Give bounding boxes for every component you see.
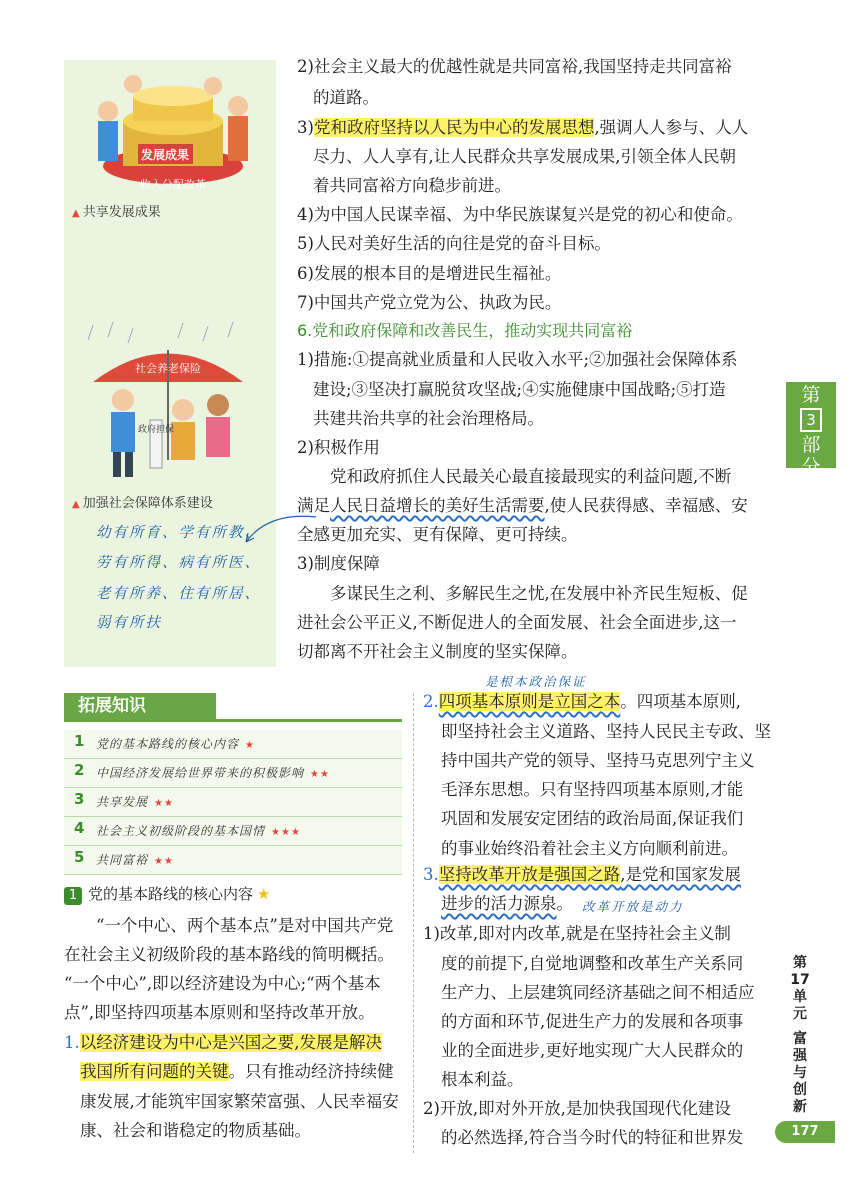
text-line: 6)发展的根本目的是增进民生福祉。 xyxy=(297,264,562,283)
star-icon: ★ xyxy=(245,740,255,751)
item-text: 党的基本路线的核心内容 xyxy=(96,737,240,751)
section-heading xyxy=(64,883,270,905)
text-line: 康、社会和谐稳定的物质基础。 xyxy=(80,1121,311,1140)
unit-tab-char: 与 xyxy=(793,1065,807,1081)
item-label xyxy=(96,851,174,868)
text-line: 康发展,才能筑牢国家繁荣富强、人民幸福安 xyxy=(80,1092,399,1111)
text-line: 生产力、上层建筑同经济基础之间不相适应 xyxy=(441,983,755,1002)
item-number: 3 xyxy=(74,790,85,808)
guarantee-sign-text: 政府担保 xyxy=(137,425,175,435)
text-line: 的方面和环节,促进生产力的发展和各项事 xyxy=(441,1012,744,1031)
item-text: 中国经济发展给世界带来的积极影响 xyxy=(96,766,305,780)
text-line: 根本利益。 xyxy=(441,1070,524,1089)
text-line: 2)开放,即对外开放,是加快我国现代化建设 xyxy=(423,1099,731,1118)
item-label xyxy=(96,822,301,839)
unit-tab-char: 单 xyxy=(793,989,807,1005)
text-span: ,使人民获得感、幸福感、安 xyxy=(544,496,748,515)
star-icon: ★★ xyxy=(154,798,174,809)
text-line: 共建共治共享的社会治理格局。 xyxy=(313,409,544,428)
banner-label: 收入分配改革 xyxy=(140,178,206,191)
text-line: 进社会公平正义,不断促进人的全面发展、社会全面进步,这一 xyxy=(297,613,737,632)
text-line xyxy=(423,861,741,889)
text-span: 。 xyxy=(556,894,573,913)
text-line: 持中国共产党的领导、坚持马克思列宁主义 xyxy=(441,751,755,770)
text-span: 1. xyxy=(64,1033,80,1052)
section-title-6: 6.党和政府保障和改善民生，推动实现共同富裕 xyxy=(297,321,633,340)
text-line: 毛泽东思想。只有坚持四项基本原则,才能 xyxy=(441,780,744,799)
extension-title: 拓展知识 xyxy=(64,693,216,719)
text-line: 的道路。 xyxy=(313,88,379,107)
part-tab-bot: 分 xyxy=(801,456,821,478)
unit-tab-char: 元 xyxy=(793,1006,807,1022)
social-security-illustration xyxy=(88,320,248,485)
text-line: 点”,即坚持四项基本原则和坚持改革开放。 xyxy=(64,1003,375,1022)
text-line: 业的全面进步,更好地实现广大人民群众的 xyxy=(441,1041,744,1060)
umbrella-label: 社会养老保险 xyxy=(135,362,201,375)
text-line: 1)措施:①提高就业质量和人民收入水平;②加强社会保障体系 xyxy=(297,350,738,369)
item-number: 2 xyxy=(74,761,85,779)
handwritten-note-line-2: 劳有所得、病有所医、 xyxy=(96,555,261,571)
text-span: ,强调人人参与、人人 xyxy=(594,118,749,137)
text-line: 2)积极作用 xyxy=(297,438,380,457)
extension-list xyxy=(64,730,402,875)
text-line xyxy=(297,492,748,520)
page-number: 177 xyxy=(775,1121,835,1143)
text-line: 2)社会主义最大的优越性就是共同富裕,我国坚持走共同富裕 xyxy=(297,57,732,76)
text-line: 全感更加充实、更有保障、更可持续。 xyxy=(297,525,578,544)
underlined-text: 人民日益增长的美好生活需要 xyxy=(330,496,545,515)
item-label xyxy=(96,764,330,781)
guarantee-sign xyxy=(138,423,174,435)
text-line: 度的前提下,自觉地调整和改革生产关系同 xyxy=(441,954,744,973)
handwritten-note-line-4: 弱有所扶 xyxy=(96,615,162,631)
text-line: 切都离不开社会主义制度的坚实保障。 xyxy=(297,642,578,661)
text-line: 多谋民生之利、多解民生之忧,在发展中补齐民生短板、促 xyxy=(330,584,748,603)
item-number: 5 xyxy=(74,848,85,866)
text-line: 7)中国共产党立党为公、执政为民。 xyxy=(297,293,562,312)
underlined-text: ,是党和国家发展 xyxy=(620,865,741,884)
list-item xyxy=(64,788,402,817)
cake-label: 发展成果 xyxy=(140,148,190,162)
item-text: 社会主义初级阶段的基本国情 xyxy=(96,824,266,838)
item-number: 4 xyxy=(74,819,85,837)
unit-tab-char: 新 xyxy=(793,1099,807,1115)
item-number: 1 xyxy=(74,732,85,750)
star-icon: ★★ xyxy=(310,769,330,780)
part-tab-mid: 部 xyxy=(801,434,821,456)
text-span: 满足 xyxy=(297,496,330,515)
highlighted-text: 四项基本原则是立国之本 xyxy=(438,692,621,711)
list-item xyxy=(64,730,402,759)
text-line: 4)为中国人民谋幸福、为中华民族谋复兴是党的初心和使命。 xyxy=(297,205,743,224)
text-line: 尽力、人人享有,让人民群众共享发展成果,引领全体人民朝 xyxy=(313,147,736,166)
highlighted-text: 坚持改革开放是强国之路 xyxy=(438,865,621,884)
unit-tab-char: 第 xyxy=(793,955,807,971)
text-line: 的事业始终沿着社会主义方向顺利前进。 xyxy=(441,839,738,858)
shared-achievements-illustration xyxy=(88,66,258,196)
handwritten-note: 是根本政治保证 xyxy=(485,674,587,689)
unit-tab-spacer xyxy=(785,1023,815,1031)
unit-tab-char: 强 xyxy=(793,1048,807,1064)
text-span: 。只有推动经济持续健 xyxy=(228,1062,394,1081)
text-line: 着共同富裕方向稳步前进。 xyxy=(313,176,511,195)
section-badge: 1 xyxy=(64,887,82,905)
text-span: 3) xyxy=(297,118,314,137)
unit-tab xyxy=(785,955,815,1116)
column-divider xyxy=(413,693,414,1153)
unit-tab-char: 富 xyxy=(793,1031,807,1047)
text-line: 3)制度保障 xyxy=(297,554,380,573)
extension-header xyxy=(64,693,402,719)
highlighted-text: 我国所有问题的关键 xyxy=(80,1062,229,1081)
star-icon: ★★★ xyxy=(271,827,301,838)
text-line: 5)人民对美好生活的向往是党的奋斗目标。 xyxy=(297,234,611,253)
text-line xyxy=(80,1058,394,1086)
star-icon: ★ xyxy=(257,885,271,903)
part-tab xyxy=(786,382,836,478)
item-text: 共享发展 xyxy=(96,795,149,809)
text-line: 的必然选择,符合当今时代的特征和世界发 xyxy=(441,1128,744,1147)
text-line: 巩固和发展安定团结的政治局面,保证我们 xyxy=(441,809,744,828)
underlined-text: 进步的活力源泉 xyxy=(441,894,557,913)
item-label xyxy=(96,793,174,810)
list-item xyxy=(64,817,402,846)
caption-shared-achievements: ▲ 共享发展成果 xyxy=(72,201,161,220)
item-label xyxy=(96,735,255,752)
text-span: 2. xyxy=(423,692,439,711)
handwritten-note-line-3: 老有所养、住有所居、 xyxy=(96,586,261,602)
handwritten-note: 改革开放是动力 xyxy=(582,899,684,914)
list-item xyxy=(64,846,402,875)
text-line: 建设;③坚决打赢脱贫攻坚战;④实施健康中国战略;⑤打造 xyxy=(313,380,726,399)
text-line xyxy=(64,1029,382,1057)
text-span: 3. xyxy=(423,865,439,884)
text-line xyxy=(423,688,741,716)
text-line xyxy=(441,890,573,918)
item-text: 共同富裕 xyxy=(96,853,149,867)
text-line: 党和政府抓住人民最关心最直接最现实的利益问题,不断 xyxy=(330,467,732,486)
unit-tab-char: 17 xyxy=(790,972,810,988)
extension-rule xyxy=(64,719,402,722)
part-tab-number: 3 xyxy=(800,408,822,432)
text-line: 1)改革,即对内改革,就是在坚持社会主义制 xyxy=(423,924,731,943)
highlighted-text: 以经济建设为中心是兴国之要,发展是解决 xyxy=(79,1033,382,1052)
text-line: “一个中心”,即以经济建设为中心;“两个基本 xyxy=(64,974,381,993)
unit-tab-char: 创 xyxy=(793,1082,807,1098)
part-tab-top: 第 xyxy=(801,384,821,406)
text-line xyxy=(297,114,748,142)
text-line: 在社会主义初级阶段的基本路线的简明概括。 xyxy=(64,945,394,964)
list-item xyxy=(64,759,402,788)
highlighted-text: 党和政府坚持以人民为中心的发展思想 xyxy=(313,118,595,137)
text-line: “一个中心、两个基本点”是对中国共产党 xyxy=(96,916,394,935)
text-line: 即坚持社会主义道路、坚持人民民主专政、坚 xyxy=(441,722,771,741)
text-span: 。四项基本原则, xyxy=(620,692,741,711)
star-icon: ★★ xyxy=(154,856,174,867)
section-title: 党的基本路线的核心内容 xyxy=(88,885,254,903)
handwritten-note-line-1: 幼有所育、学有所教、 xyxy=(96,525,261,541)
caption-social-security: ▲ 加强社会保障体系建设 xyxy=(72,492,213,511)
